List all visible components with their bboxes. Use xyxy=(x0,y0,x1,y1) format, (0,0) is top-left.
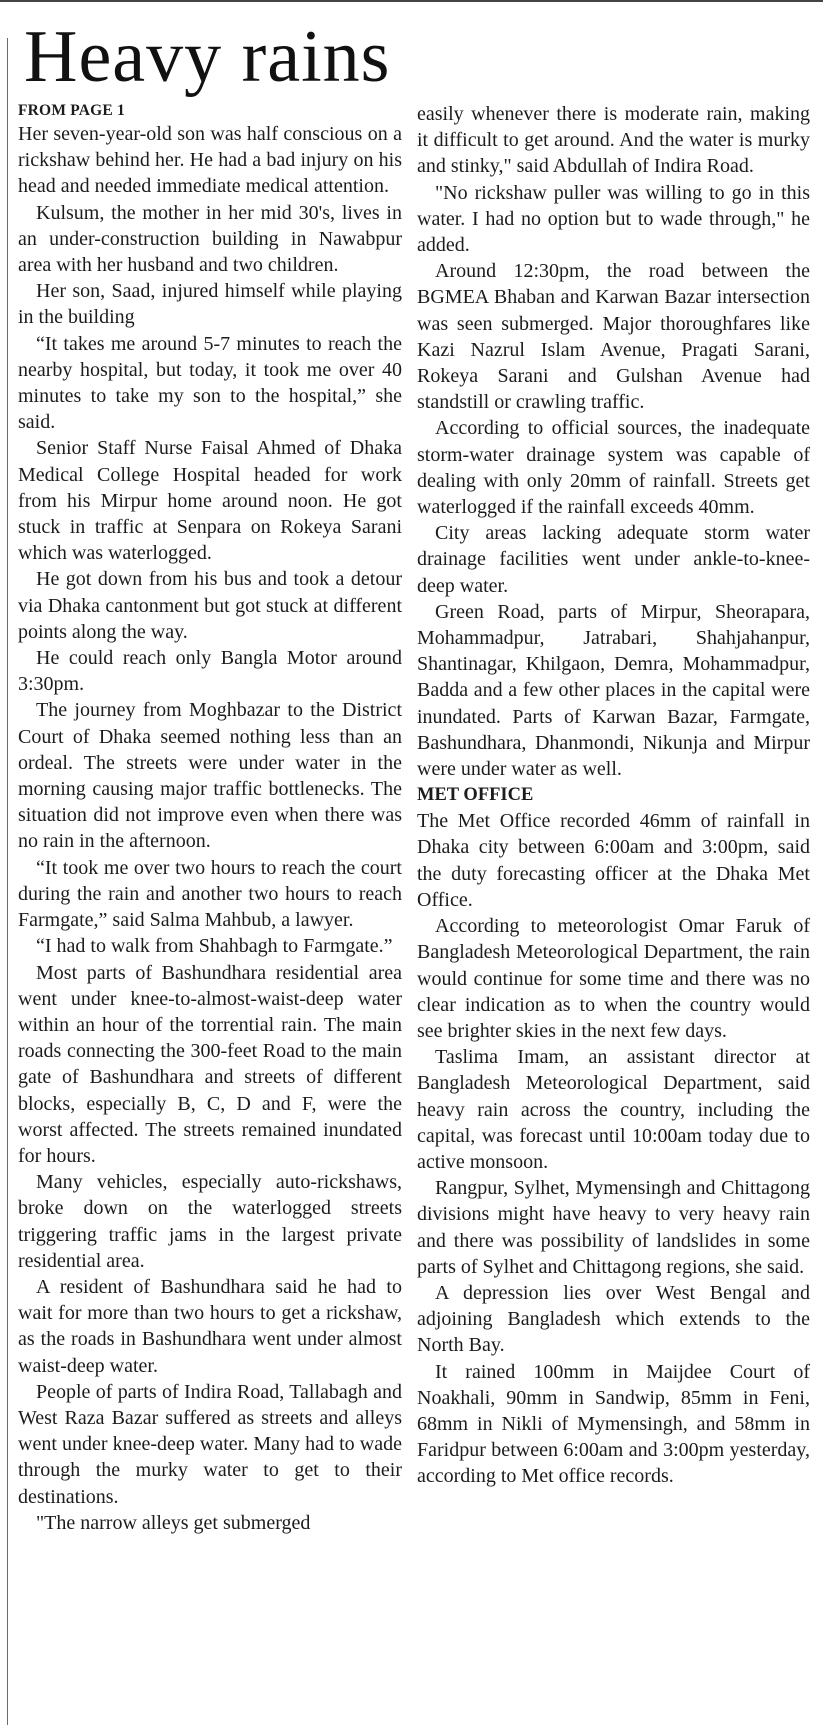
paragraph: The Met Office recorded 46mm of rainfall in Dhaka city between 6:00am and 3:00pm, said the duty forecasting officer at the Dhaka Met Office. xyxy=(417,810,810,911)
article-body xyxy=(18,101,810,1536)
headline: Heavy rains xyxy=(24,16,391,98)
paragraph: Taslima Imam, an assistant director at Bangladesh Meteorological Department, said heavy rain across the country, including the capital, was forecast until 10:00am today due to active monsoon. xyxy=(417,1046,810,1173)
paragraph: “It takes me around 5-7 minutes to reach the nearby hospital, but today, it took me over 40 minutes to take my son to the hospital,” she said. xyxy=(18,332,402,434)
paragraph: According to official sources, the inadequate storm-water drainage system was capable of dealing with only 20mm of rainfall. Streets get waterlogged if the rainfall exceeds 40mm. xyxy=(417,417,810,519)
paragraph: According to meteorologist Omar Faruk of Bangladesh Meteorological Department, the rain would continue for some time and there was no clear indication as to when the country would see brighter skies in the next few days. xyxy=(417,915,810,1042)
paragraph: Her son, Saad, injured himself while playing in the building xyxy=(18,280,402,329)
paragraph: Many vehicles, especially auto-rickshaws, broke down on the waterlogged streets triggering traffic jams in the largest private residential area. xyxy=(18,1171,402,1272)
paragraph: Around 12:30pm, the road between the BGMEA Bhaban and Karwan Bazar intersection was seen submerged. Major thoroughfares like Kazi Nazrul Islam Avenue, Pragati Sarani, Rokeya Sarani and Gulshan Avenue had standstill or crawling traffic. xyxy=(417,260,810,414)
paragraph: A depression lies over West Bengal and adjoining Bangladesh which extends to the North Bay. xyxy=(417,1281,810,1357)
paragraph: Senior Staff Nurse Faisal Ahmed of Dhaka Medical College Hospital headed for work from his Mirpur home around noon. He got stuck in traffic at Senpara on Rokeya Sarani which was waterlogged. xyxy=(18,437,402,565)
subhead-met-office: MET OFFICE xyxy=(417,785,534,806)
paragraph: City areas lacking adequate storm water drainage facilities went under ankle-to-knee-deep water. xyxy=(417,522,810,597)
jump-label: FROM PAGE 1 xyxy=(18,102,125,119)
right-column xyxy=(417,101,810,1536)
paragraph: Her seven-year-old son was half conscious on a rickshaw behind her. He had a bad injury on his head and needed immediate medical attention. xyxy=(18,123,402,198)
paragraph: Rangpur, Sylhet, Mymensingh and Chittagong divisions might have heavy to very heavy rain and there was possibility of landslides in some parts of Sylhet and Chittagong regions, she said. xyxy=(417,1177,810,1278)
paragraph: It rained 100mm in Maijdee Court of Noakhali, 90mm in Sandwip, 85mm in Feni, 68mm in Nikli of Mymensingh, and 58mm in Faridpur between 6:00am and 3:00pm yesterday, according to Met office records. xyxy=(417,1360,810,1488)
paragraph: People of parts of Indira Road, Tallabagh and West Raza Bazar suffered as streets and alleys went under knee-deep water. Many had to wade through the murky water to get to their destinations. xyxy=(18,1380,402,1508)
paragraph: He got down from his bus and took a detour via Dhaka cantonment but got stuck at different points along the way. xyxy=(18,568,402,643)
paragraph: "The narrow alleys get submerged xyxy=(36,1511,311,1534)
paragraph: Most parts of Bashundhara residential area went under knee-to-almost-waist-deep water within an hour of the torrential rain. The main roads connecting the 300-feet Road to the main gate of Bashundhara and streets of different blocks, especially B, C, D and F, were the worst affected. The streets remained inundated for hours. xyxy=(18,961,402,1167)
left-column xyxy=(18,101,402,1536)
paragraph: He could reach only Bangla Motor around 3:30pm. xyxy=(18,647,402,696)
top-rule xyxy=(0,0,823,2)
paragraph: "No rickshaw puller was willing to go in this water. I had no option but to wade through," he added. xyxy=(417,181,810,257)
paragraph: Kulsum, the mother in her mid 30's, lives in an under-construction building in Nawabpur area with her husband and two children. xyxy=(18,201,402,277)
paragraph: The journey from Moghbazar to the District Court of Dhaka seemed nothing less than an ordeal. The streets were under water in the morning causing major traffic bottlenecks. The situation did not improve even when there was no rain in the afternoon. xyxy=(18,699,402,853)
column-rule xyxy=(7,38,8,1725)
paragraph: “It took me over two hours to reach the court during the rain and another two hours to reach Farmgate,” said Salma Mahbub, a lawyer. xyxy=(18,856,402,932)
paragraph: Green Road, parts of Mirpur, Sheorapara, Mohammadpur, Jatrabari, Shahjahanpur, Shantinagar, Khilgaon, Demra, Mohammadpur, Badda and a few other places in the capital were inundated. Parts of Karwan Bazar, Farmgate, Bashundhara, Dhanmondi, Nikunja and Mirpur were under water as well. xyxy=(417,600,810,781)
paragraph: easily whenever there is moderate rain, making it difficult to get around. And the water is murky and stinky," said Abdullah of Indira Road. xyxy=(417,103,810,178)
paragraph: “I had to walk from Shahbagh to Farmgate.” xyxy=(36,935,393,958)
paragraph: A resident of Bashundhara said he had to wait for more than two hours to get a rickshaw, as the roads in Bashundhara went under almost waist-deep water. xyxy=(18,1275,402,1377)
